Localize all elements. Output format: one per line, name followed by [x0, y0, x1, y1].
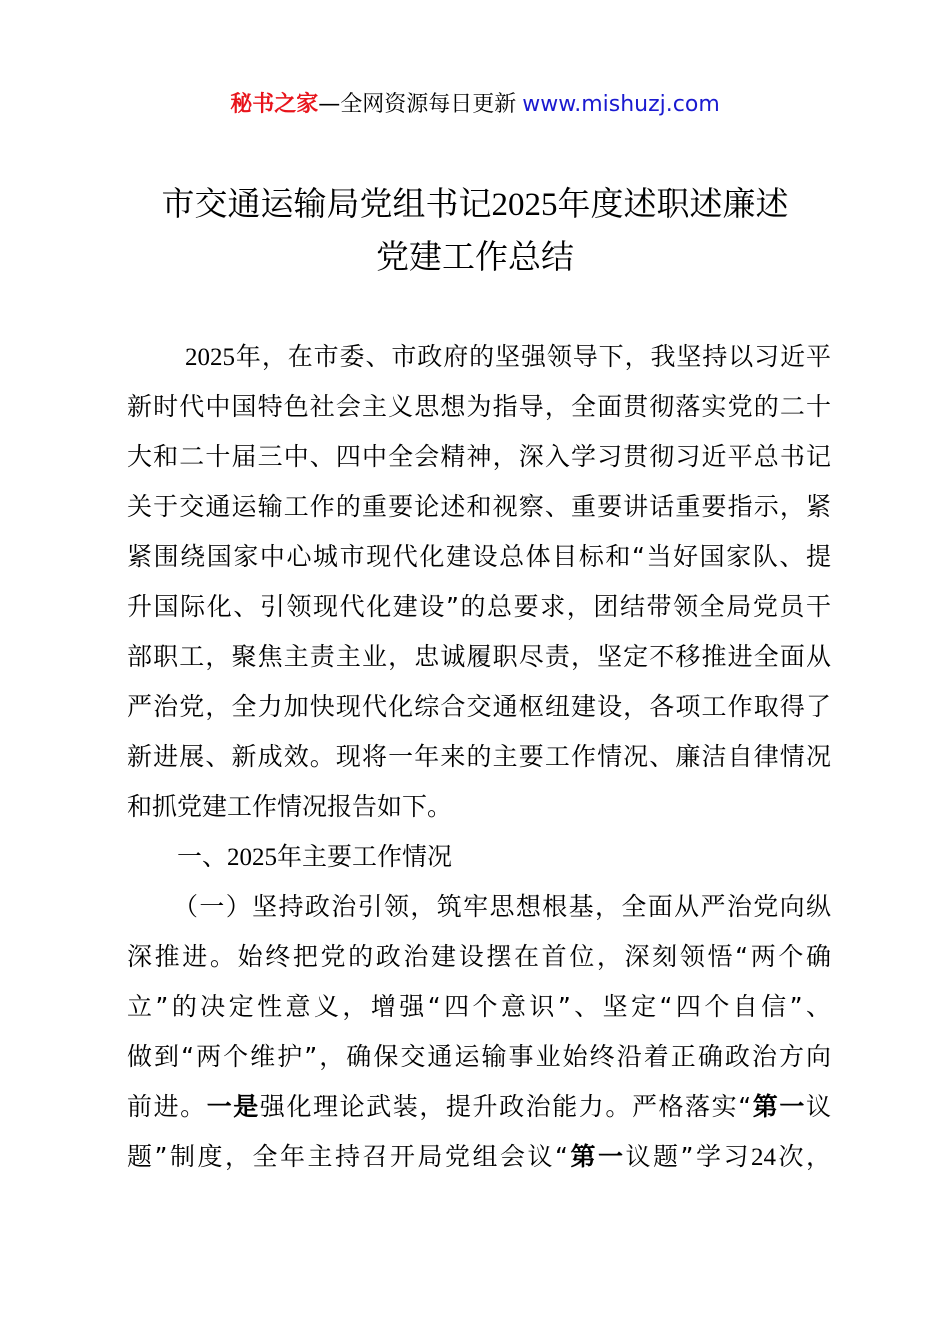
line-text: 前进。	[127, 1092, 207, 1121]
section-heading-line	[127, 832, 831, 882]
paragraph-line: 立”的决定性意义，增强“四个意识”、坚定“四个自信”、	[127, 992, 831, 1021]
bold-marker: 一是	[206, 1092, 260, 1121]
paragraph-line: 新时代中国特色社会主义思想为指导，全面贯彻落实党的二十	[127, 392, 831, 421]
paragraph-line: 和抓党建工作情况报告如下。	[127, 792, 453, 821]
intro-paragraph	[127, 332, 831, 832]
banner-tagline: —全网资源每日更新	[318, 92, 517, 117]
title-line-2: 党建工作总结	[376, 237, 574, 276]
title-year: 2025	[491, 187, 558, 223]
paragraph-line: 大和二十届三中、四中全会精神，深入学习贯彻习近平总书记	[127, 442, 831, 471]
paragraph-line: 严治党，全力加快现代化综合交通枢纽建设，各项工作取得了	[127, 692, 831, 721]
line-text: 题”制度，全年主持召开局党组会议“	[127, 1142, 568, 1171]
paragraph-line: 关于交通运输工作的重要论述和视察、重要讲话重要指示，紧	[127, 492, 831, 521]
site-url-link[interactable]: www.mishuzj.com	[522, 92, 720, 117]
heading-text: 年主要工作情况	[277, 842, 453, 871]
title-text: 年度述职述廉述	[557, 184, 789, 223]
subsection-paragraph-1	[127, 882, 831, 1182]
brand-name: 秘书之家	[230, 92, 319, 117]
site-banner	[0, 88, 950, 122]
line-text: 议题”学习	[625, 1142, 751, 1171]
count-number: 24	[750, 1144, 776, 1171]
document-body	[127, 332, 831, 1182]
line-text: 次，	[775, 1142, 831, 1171]
title-text: 市交通运输局党组书记	[161, 184, 492, 223]
title-line-1	[162, 184, 789, 223]
paragraph-line: 新进展、新成效。现将一年来的主要工作情况、廉洁自律情况	[127, 742, 831, 771]
line-text: 议	[805, 1092, 831, 1121]
paragraph-line: （一）坚持政治引领，筑牢思想根基，全面从严治党向纵	[173, 892, 831, 921]
paragraph-line: 紧围绕国家中心城市现代化建设总体目标和“当好国家队、提	[127, 542, 831, 571]
year-text: 2025	[185, 344, 235, 371]
bold-marker: 第一	[567, 1142, 626, 1171]
section-heading-1	[127, 832, 831, 882]
line-text: 年，在市委、市政府的坚强领导下，我坚持以习近平	[235, 342, 831, 371]
paragraph-line	[127, 332, 831, 382]
document-title	[100, 178, 850, 283]
line-text: 强化理论武装，提升政治能力。严格落实“	[259, 1092, 752, 1121]
paragraph-line: 深推进。始终把党的政治建设摆在首位，深刻领悟“两个确	[127, 942, 831, 971]
heading-year: 2025	[227, 844, 278, 871]
paragraph-line: 做到“两个维护”，确保交通运输事业始终沿着正确政治方向	[127, 1042, 831, 1071]
paragraph-line: 部职工，聚焦主责主业，忠诚履职尽责，坚定不移推进全面从	[127, 642, 831, 671]
bold-marker: 第一	[751, 1092, 806, 1121]
paragraph-line	[127, 1132, 831, 1182]
paragraph-line	[127, 1082, 831, 1132]
paragraph-line: 升国际化、引领现代化建设”的总要求，团结带领全局党员干	[127, 592, 831, 621]
heading-prefix: 一、	[177, 842, 228, 871]
